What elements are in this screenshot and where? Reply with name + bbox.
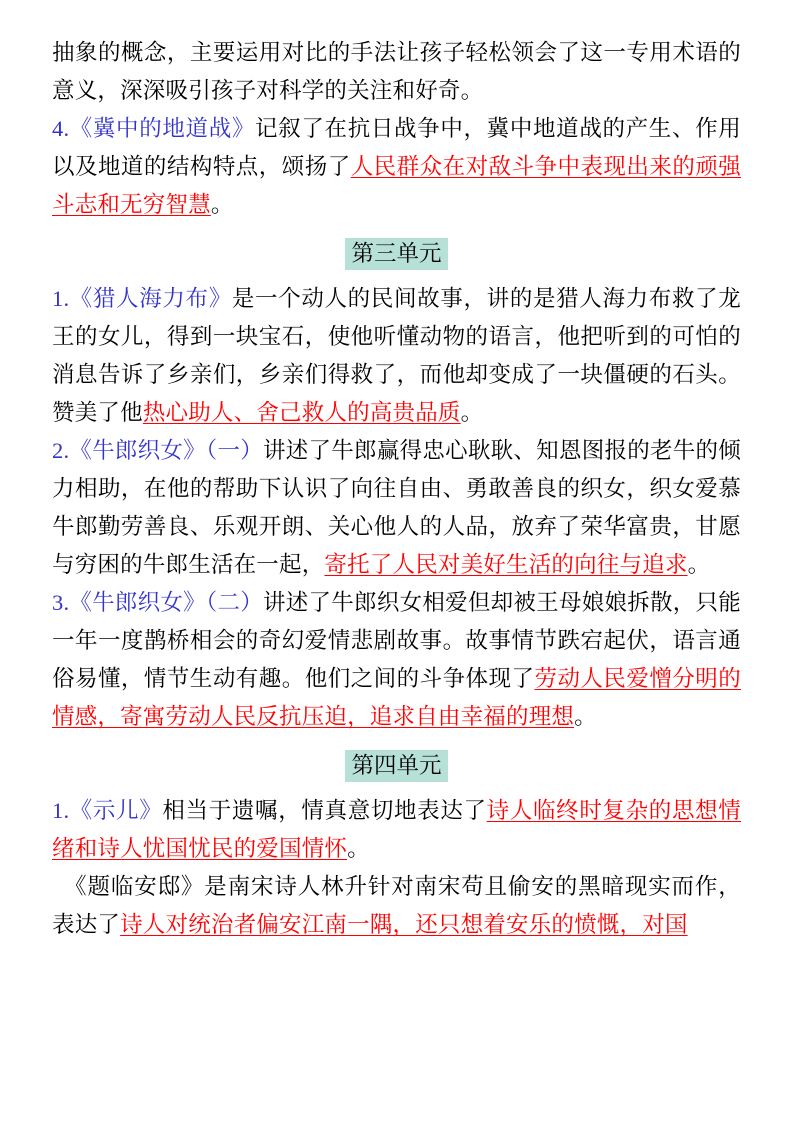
text-run-highlight: 热心助人、舍己救人的高贵品质 xyxy=(142,400,461,425)
unit-heading-4-wrap xyxy=(52,750,741,782)
text-run-highlight: 诗人对统治者偏安江南一隅，还只想着安乐的愤慨，对国 xyxy=(120,912,688,937)
paragraph-unit2-item3-continued xyxy=(52,34,741,110)
text-run-highlight: 寄托了人民对美好生活的向往与追求 xyxy=(324,552,688,577)
text-run: 《题临安邸》是南宋诗人林升针对南宋苟且偷安的黑暗现实而作，表达了 xyxy=(52,874,741,937)
text-run: 抽象的概念，主要运用对比的手法让孩子轻松领会了这一专用术语的意义，深深吸引孩子对科学的关注和好奇。 xyxy=(52,40,741,103)
text-run-title: 4.《冀中的地道战》 xyxy=(52,116,256,141)
paragraph-unit4-item1 xyxy=(52,792,741,868)
text-run-title: 1.《猎人海力布》 xyxy=(52,286,232,311)
paragraph-unit3-item2 xyxy=(52,432,741,584)
paragraph-unit4-item1b xyxy=(52,868,741,944)
paragraph-unit3-item1 xyxy=(52,280,741,432)
text-run: 讲述了牛郎赢得忠心耿耿、知恩图报的老牛的倾力相助，在他的帮助下认识了向往自由、勇敢善良的织女，织女爱慕牛郎勤劳善良、乐观开朗、关心他人的人品，放弃了荣华富贵，甘愿与穷困的牛郎生活在一起， xyxy=(52,438,741,577)
text-run: 是一个动人的民间故事，讲的是猎人海力布救了龙王的女儿，得到一块宝石，使他听懂动物的语言，他把听到的可怕的消息告诉了乡亲们，乡亲们得救了，而他却变成了一块僵硬的石头。赞美了他 xyxy=(52,286,741,425)
paragraph-unit3-item3 xyxy=(52,584,741,736)
unit-heading-4: 第四单元 xyxy=(345,750,447,782)
unit-heading-3-wrap xyxy=(52,238,741,270)
text-run-title: 3.《牛郎织女》（二） xyxy=(52,590,263,615)
unit-heading-3: 第三单元 xyxy=(345,238,447,270)
text-run: 记叙了在抗日战争中，冀中地道战的产生、作用以及地道的结构特点，颂扬了 xyxy=(52,116,741,179)
text-run: 。 xyxy=(460,400,484,425)
text-run-title: 2.《牛郎织女》（一） xyxy=(52,438,263,463)
text-run: 。 xyxy=(574,704,597,729)
paragraph-unit2-item4 xyxy=(52,110,741,224)
text-run-highlight: 人民群众在对敌斗争中表现出来的顽强斗志和无穷智慧 xyxy=(52,154,741,217)
text-run: 。 xyxy=(687,552,711,577)
text-run-title: 1.《示儿》 xyxy=(52,798,163,823)
text-run: 讲述了牛郎织女相爱但却被王母娘娘拆散，只能一年一度鹊桥相会的奇幻爱情悲剧故事。故事情节跌宕起伏，语言通俗易懂，情节生动有趣。他们之间的斗争体现了 xyxy=(52,590,741,691)
text-run-highlight: 诗人临终时复杂的思想情绪和诗人忧国忧民的爱国情怀 xyxy=(52,798,741,861)
text-run-highlight: 劳动人民爱憎分明的情感，寄寓劳动人民反抗压迫，追求自由幸福的理想 xyxy=(52,666,741,729)
text-run: 。 xyxy=(347,836,370,861)
text-run: 。 xyxy=(210,192,234,217)
text-run: 相当于遗嘱，情真意切地表达了 xyxy=(162,798,487,823)
